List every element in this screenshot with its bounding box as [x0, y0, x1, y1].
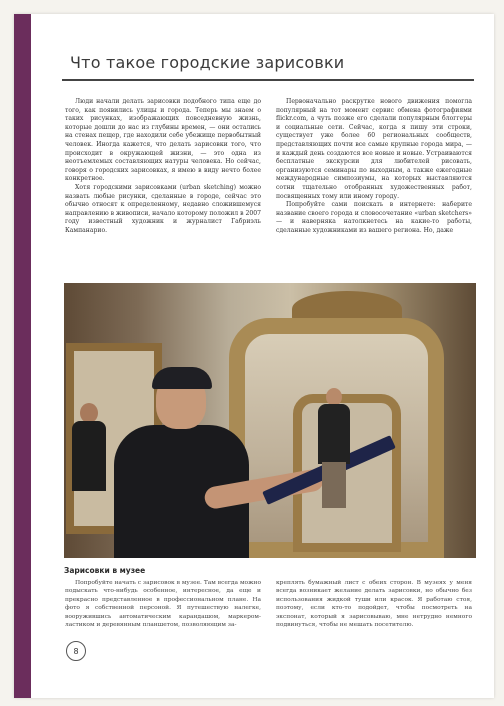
paragraph: Попробуйте сами поискать в интернете: наберите название своего города и словосочетание «urban sketchers» — и наверняка натолкнетесь на какие-то работы, сделанные художниками из вашего региона. Но, даже — [276, 201, 472, 234]
paragraph: Первоначально раскрутке нового движения помогла популярный на тот момент сервис обмена фотографиями flickr.com, а чуть позже его сделали популярным блоггеры и социальные сети. Сейчас, когда я пишу эти строки, существует уже более 60 региональных сообществ, представляющих почти все самые крупные города мира, — и каждый день создаются все новые и новые. Устраиваются бесплатные экскурсии для любителей рисовать, организуются семинары по выходным, а также ежегодные международные симпозиумы, на которых выставляются сотни тщательно отобранных художественных работ, посвященных тому или иному городу. — [276, 98, 472, 200]
page-title: Что такое городские зарисовки — [70, 53, 345, 72]
visitor-figure — [70, 403, 108, 543]
photo-caption-title: Зарисовки в музее — [64, 566, 146, 575]
decorative-side-strip — [14, 14, 31, 698]
paragraph: Люди начали делать зарисовки подобного типа еще до того, как появились улицы и города. Теперь мы знаем о таких рисунках, изображающих повседневную жизнь, которые дошли до нас из глубины времен, — они остались на стенах пещер, где находили себе убежище первобытный человек. Иногда кажется, что делать зарисовки того, что происходит в окружающей жизни, — это одна из неотъемлемых составляющих натуры человека. Но сейчас, говоря о городских зарисовках, я имею в виду нечто более конкретное. — [65, 98, 261, 183]
museum-photo — [64, 283, 476, 558]
body-column-left — [65, 98, 261, 236]
reflected-artist-figure — [314, 388, 354, 508]
page-number: 8 — [66, 641, 86, 661]
sketching-artist-figure — [104, 373, 234, 558]
cap-icon — [152, 367, 212, 389]
caption-text: креплять бумажный лист с обеих сторон. В музеях у меня всегда возникает желание делать зарисовки, но обычно без использования жидкой туши или красок. Я работаю стоя, поэтому, если кто-то подойдет, чтобы посмотреть на экспонат, который я зарисовываю, мне нетрудно немного подвинуться, чтобы не мешать посетителю. — [276, 580, 472, 629]
caption-text: Попробуйте начать с зарисовок в музее. Там всегда можно подыскать что-нибудь особенное, интересное, да еще и прекрасно представленное в профессиональном плане. На фото я собственной персоной. Я путешествую налегке, вооружившись автоматическим карандашом, маркером-ластиком и деревянным планшетом, позволяющим за- — [65, 580, 261, 629]
caption-column-left — [65, 579, 261, 629]
body-column-right — [276, 98, 472, 236]
caption-column-right — [276, 579, 472, 629]
title-divider — [62, 79, 474, 81]
paragraph: Хотя городскими зарисовками (urban sketching) можно назвать любые рисунки, сделанные в городе, сейчас это обычно относят к определенному, недавно сложившемуся направлению в живописи, начало которому положил в 2007 году известный художник и журналист Габриэль Кампанарио. — [65, 183, 261, 234]
